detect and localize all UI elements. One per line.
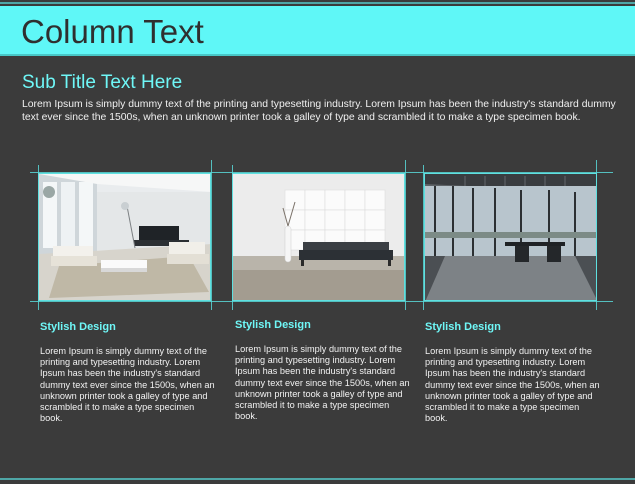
intro-paragraph: Lorem Ipsum is simply dummy text of the printing and typesetting industry. Lorem Ipsum has been the industry's standard dummy text ever since the 1500s, when an unknown printer took a galley of type and scrambled it to make a type specimen book.: [22, 99, 616, 123]
office-photo: [424, 173, 597, 301]
guide-line-v4: [405, 160, 406, 310]
column-1-body: Lorem Ipsum is simply dummy text of the printing and typesetting industry. Lorem Ipsum has been the industry's standard dummy text ever since the 1500s, when an unknown printer took a galley of type and scrambled it to make a type specimen book.: [40, 346, 215, 424]
title-bar: [0, 6, 635, 56]
column-3-heading: Stylish Design: [425, 321, 501, 333]
column-3-body: Lorem Ipsum is simply dummy text of the printing and typesetting industry. Lorem Ipsum has been the industry's standard dummy text ever since the 1500s, when an unknown printer took a galley of type and scrambled it to make a type specimen book.: [425, 346, 600, 424]
page-title: Column Text: [21, 13, 204, 50]
section-subtitle: Sub Title Text Here: [22, 72, 183, 93]
top-accent-line: [0, 2, 635, 4]
lounge-photo: [232, 173, 405, 301]
guide-line-bottom: [30, 301, 613, 302]
column-2-body: Lorem Ipsum is simply dummy text of the printing and typesetting industry. Lorem Ipsum has been the industry's standard dummy text ever since the 1500s, when an unknown printer took a galley of type and scrambled it to make a type specimen book.: [235, 344, 410, 422]
guide-line-v2: [211, 160, 212, 310]
column-1-heading: Stylish Design: [40, 321, 116, 333]
living-room-photo: [38, 173, 211, 301]
bottom-accent-line: [0, 478, 635, 480]
column-2-heading: Stylish Design: [235, 319, 311, 331]
